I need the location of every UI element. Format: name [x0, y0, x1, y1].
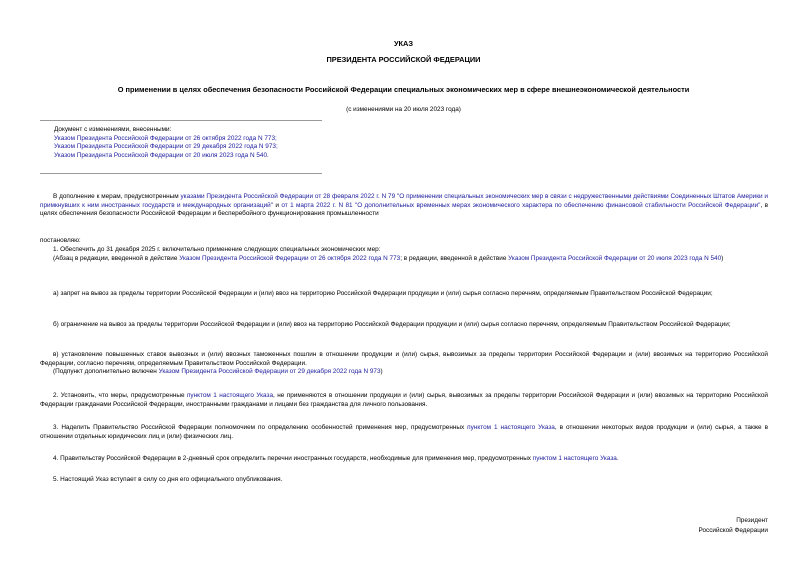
signature-title: Президент: [736, 517, 768, 524]
amendment-link-3[interactable]: Указом Президента Российской Федерации от 20 июля 2023 года N 540.: [54, 151, 269, 159]
preamble-text-2: и: [273, 201, 282, 209]
paragraph-b: б) ограничение на вывоз за пределы территории Российской Федерации и (или) ввоз на территорию Российской Федерации продукции и (или) сырья согласно перечням, определяемым Правительством Российской Федерации;: [53, 321, 731, 328]
p4-text-2: .: [616, 455, 619, 462]
bottom-divider: [40, 173, 322, 174]
p3-text-1: 3. Наделить Правительство Российской Федерации полномочием по определению особенностей применения мер, предусмотренных: [53, 424, 468, 431]
p2-text-2: , не применяются в отношении продукции и (или) сырья, вывозимых за пределы территории Российской Федерации и (или) ввозимых на территорию Российской Федерации гражданами Российской Федерации, иностранными гражданами и лицами без гражданства для личного пользования.: [40, 392, 768, 408]
preamble-paragraph: [40, 193, 768, 219]
p3-text-2: , в отношении некоторых видов продукции и (или) сырья, а также в отношении отдельных юридических лиц и (или) физических лиц.: [40, 424, 768, 440]
paragraph-v: [40, 351, 768, 377]
signature-block: [600, 517, 768, 535]
decree-word: постановляю:: [40, 237, 81, 244]
amendments-block: [54, 126, 334, 160]
p2-text-1: 2. Установить, что меры, предусмотренные: [53, 392, 187, 399]
decree-subject: О применении в целях обеспечения безопасности Российской Федерации специальных экономических мер в сфере внешнеэкономической деятельности: [117, 85, 690, 94]
p1-note-text-1: (Абзац в редакции, введенной в действие: [53, 254, 180, 262]
p2-point-1-link[interactable]: пунктом 1 настоящего Указа: [186, 392, 273, 399]
paragraph-5: 5. Настоящий Указ вступает в силу со дня его официального опубликования.: [53, 476, 283, 483]
top-divider: [40, 120, 322, 121]
decree-issuer: ПРЕЗИДЕНТА РОССИЙСКОЙ ФЕДЕРАЦИИ: [326, 55, 481, 64]
pv-note-text-1: (Подпункт дополнительно включен: [53, 368, 159, 376]
p3-point-1-link[interactable]: пунктом 1 настоящего Указа: [467, 424, 555, 431]
decree-973-link[interactable]: Указом Президента Российской Федерации от 29 декабря 2022 года N 973: [158, 368, 381, 376]
decree-773-link[interactable]: Указом Президента Российской Федерации от 26 октября 2022 года N 773: [179, 254, 401, 262]
revision-note: (с изменениями на 20 июля 2023 года): [346, 106, 461, 113]
p4-text-1: 4. Правительству Российской Федерации в 2-дневный срок определить перечни иностранных государств, необходимые для применения мер, предусмотренных: [53, 455, 533, 462]
paragraph-a: а) запрет на вывоз за пределы территории Российской Федерации и (или) ввоз на территорию Российской Федерации продукции и (или) сырья согласно перечням, определяемым Правительством Российской Федерации;: [53, 290, 713, 297]
paragraph-2: [40, 392, 768, 409]
paragraph-v-text: в) установление повышенных ставок вывозных и (или) ввозных таможенных пошлин в отношении продукции и (или) сырья, вывозимых за пределы территории Российской Федерации и (или) ввозимых на территорию Российской Федерации, согласно перечням, определяемым Правительством Российской Федерации.: [40, 351, 768, 367]
decree-title: УКАЗ: [393, 39, 414, 48]
amendment-link-1[interactable]: Указом Президента Российской Федерации от 26 октября 2022 года N 773;: [54, 134, 277, 142]
p1-note-text-2: ; в редакции, введенной в действие: [400, 254, 509, 262]
paragraph-3: [40, 424, 768, 441]
pv-note-text-2: ): [380, 368, 383, 376]
paragraph-4: [40, 455, 768, 464]
p1-note-text-3: ): [721, 254, 724, 262]
amendment-link-2[interactable]: Указом Президента Российской Федерации от 29 декабря 2022 года N 973;: [54, 143, 278, 151]
preamble-text-1: В дополнение к мерам, предусмотренным: [53, 193, 181, 200]
decree-79-link[interactable]: указами Президента Российской Федерации от 28 февраля 2022 г. N 79 "О применении специальных экономических мер в связи с недружественными действиями Соединенных Штатов Америки и примкнувших к ним иностранных государств и международных организаций": [40, 193, 769, 209]
decree-540-link[interactable]: Указом Президента Российской Федерации от 20 июля 2023 года N 540: [508, 254, 722, 262]
paragraph-1: [40, 246, 768, 263]
paragraph-1-text: 1. Обеспечить до 31 декабря 2025 г. включительно применение следующих специальных экономических мер:: [53, 246, 381, 253]
p4-point-1-link[interactable]: пунктом 1 настоящего Указа: [532, 455, 617, 462]
amendments-intro: Документ с изменениями, внесенными:: [54, 126, 172, 133]
signature-office: Российской Федерации: [698, 526, 768, 534]
preamble-text-3: , в целях обеспечения безопасности Российской Федерации и бесперебойного функционирования промышленности: [40, 201, 769, 218]
decree-81-link[interactable]: от 1 марта 2022 г. N 81 "О дополнительных временных мерах экономического характера по обеспечению финансовой стабильности Российской Федерации": [281, 201, 761, 209]
